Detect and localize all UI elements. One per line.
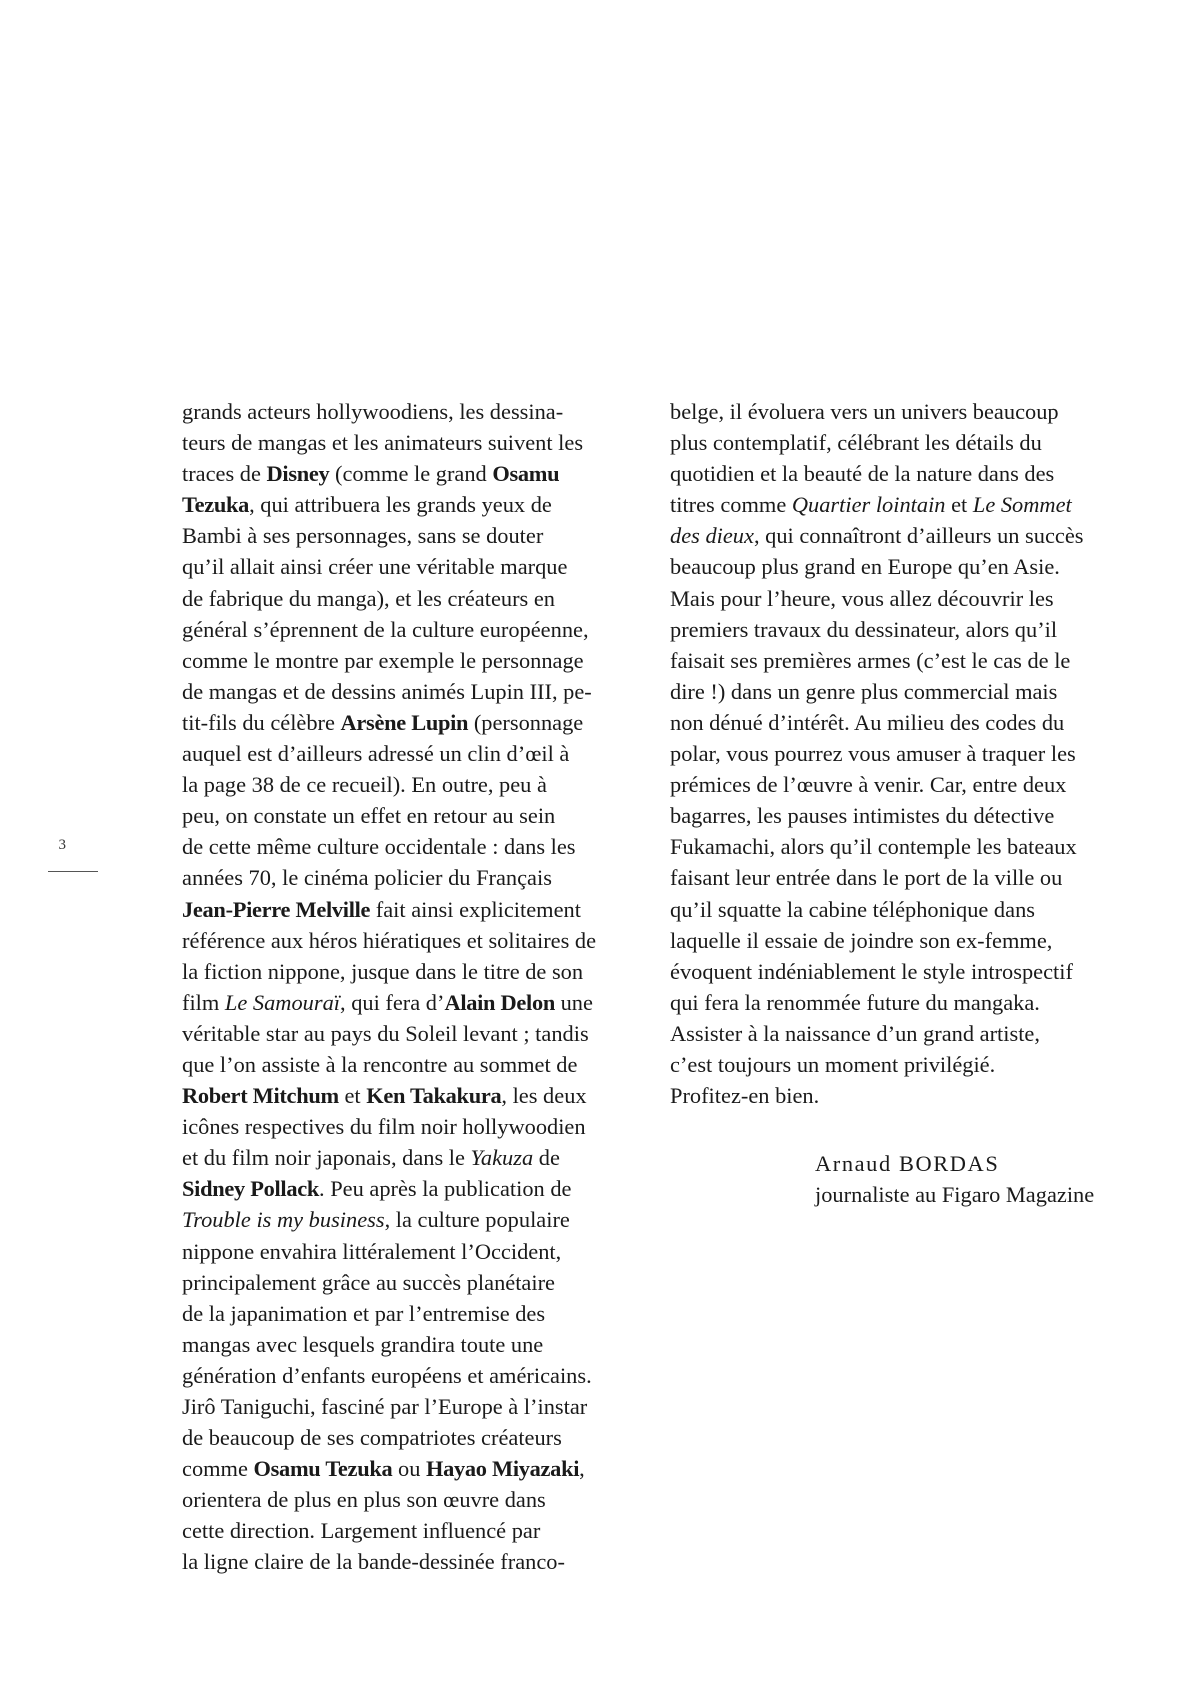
- text-run: génération d’enfants européens et américains.: [182, 1362, 592, 1388]
- text-line: [182, 1049, 652, 1080]
- text-run: ou: [392, 1456, 426, 1482]
- text-run: premiers travaux du dessinateur, alors qu’il: [670, 616, 1058, 642]
- text-line: [182, 1515, 652, 1546]
- text-run: beaucoup plus grand en Europe qu’en Asie.: [670, 554, 1060, 580]
- text-line: [670, 614, 1140, 645]
- text-run: véritable star au pays du Soleil levant ; tandis: [182, 1020, 589, 1046]
- text-run: icônes respectives du film noir hollywoodien: [182, 1114, 586, 1140]
- text-line: [670, 894, 1140, 925]
- text-line: [182, 956, 652, 987]
- text-line: [182, 520, 652, 551]
- text-run: , qui attribuera les grands yeux de: [249, 492, 552, 518]
- text-run: qui fera la renommée future du mangaka.: [670, 989, 1040, 1015]
- text-line: [670, 800, 1140, 831]
- text-run: et: [945, 492, 973, 518]
- italic-title: Trouble is my business: [182, 1207, 385, 1233]
- text-run: de cette même culture occidentale : dans les: [182, 834, 576, 860]
- text-line: [670, 1049, 1140, 1080]
- text-line: [670, 831, 1140, 862]
- text-run: de beaucoup de ses compatriotes créateurs: [182, 1425, 562, 1451]
- text-line: [182, 1484, 652, 1515]
- text-run: de: [533, 1145, 560, 1171]
- text-line: [182, 1422, 652, 1453]
- text-line: [182, 1142, 652, 1173]
- text-line: [670, 1018, 1140, 1049]
- text-run: (comme le grand: [329, 461, 493, 487]
- text-line: [670, 583, 1140, 614]
- text-line: [182, 676, 652, 707]
- bold-name: Ken Takakura: [366, 1083, 502, 1109]
- text-run: fait ainsi explicitement: [370, 896, 581, 922]
- text-line: [182, 427, 652, 458]
- text-run: comme le montre par exemple le personnage: [182, 647, 584, 673]
- text-run: orientera de plus en plus son œuvre dans: [182, 1487, 546, 1513]
- bold-name: Sidney Pollack: [182, 1176, 320, 1202]
- right-text-column: [670, 396, 1140, 1111]
- text-run: comme: [182, 1456, 254, 1482]
- bold-name: Hayao Miyazaki: [426, 1456, 580, 1482]
- bold-name: Osamu Tezuka: [253, 1456, 393, 1482]
- text-line: [670, 489, 1140, 520]
- text-run: grands acteurs hollywoodiens, les dessina-: [182, 399, 564, 424]
- text-line: [182, 862, 652, 893]
- bold-name: Osamu: [492, 461, 560, 487]
- author-name: Arnaud BORDAS: [815, 1151, 1000, 1176]
- text-run: référence aux héros hiératiques et solitaires de: [182, 927, 597, 953]
- text-line: [670, 956, 1140, 987]
- text-run: traces de: [182, 461, 267, 487]
- text-run: Mais pour l’heure, vous allez découvrir les: [670, 585, 1054, 611]
- text-run: et du film noir japonais, dans le: [182, 1145, 471, 1171]
- text-line: [182, 396, 652, 427]
- text-line: [182, 925, 652, 956]
- page-number: 3: [58, 837, 66, 853]
- text-run: , qui fera d’: [340, 989, 445, 1015]
- text-run: teurs de mangas et les animateurs suivent les: [182, 430, 584, 456]
- text-run: quotidien et la beauté de la nature dans des: [670, 461, 1055, 487]
- text-run: Assister à la naissance d’un grand artiste,: [670, 1020, 1040, 1046]
- text-line: [182, 1018, 652, 1049]
- bold-name: Robert Mitchum: [182, 1083, 339, 1109]
- text-run: qu’il allait ainsi créer une véritable marque: [182, 554, 568, 580]
- italic-title: Quartier lointain: [791, 492, 946, 518]
- text-line: [670, 707, 1140, 738]
- text-run: , les deux: [501, 1083, 587, 1109]
- text-run: mangas avec lesquels grandira toute une: [182, 1331, 544, 1357]
- text-run: auquel est d’ailleurs adressé un clin d’œil à: [182, 741, 570, 767]
- page-number-rule: [48, 871, 98, 872]
- text-line: [182, 738, 652, 769]
- text-line: [670, 987, 1140, 1018]
- text-line: [182, 1204, 652, 1235]
- text-run: dire !) dans un genre plus commercial mais: [670, 678, 1058, 704]
- text-run: la ligne claire de la bande-dessinée franco-: [182, 1549, 565, 1575]
- text-line: [182, 1173, 652, 1204]
- text-run: Jirô Taniguchi, fasciné par l’Europe à l’instar: [182, 1394, 588, 1419]
- text-run: . Peu après la publication de: [319, 1176, 572, 1202]
- text-run: Bambi à ses personnages, sans se douter: [182, 523, 544, 549]
- text-line: [182, 583, 652, 614]
- text-run: plus contemplatif, célébrant les détails du: [670, 430, 1042, 456]
- text-run: années 70, le cinéma policier du Français: [182, 865, 552, 891]
- text-line: [182, 645, 652, 676]
- text-line: [182, 1267, 652, 1298]
- text-line: [182, 987, 652, 1018]
- text-run: principalement grâce au succès planétaire: [182, 1269, 555, 1295]
- text-run: que l’on assiste à la rencontre au sommet de: [182, 1051, 578, 1077]
- text-line: [670, 738, 1140, 769]
- author-signature: [815, 1148, 1094, 1210]
- text-line: [670, 769, 1140, 800]
- left-text-column: [182, 396, 652, 1578]
- text-line: [182, 458, 652, 489]
- text-run: bagarres, les pauses intimistes du détective: [670, 803, 1055, 829]
- bold-name: Jean-Pierre Melville: [182, 896, 371, 922]
- bold-name: Arsène Lupin: [340, 709, 469, 735]
- text-run: une: [555, 989, 593, 1015]
- text-line: [670, 925, 1140, 956]
- text-line: [182, 614, 652, 645]
- italic-title: des dieux: [670, 523, 754, 549]
- text-line: [182, 551, 652, 582]
- text-run: polar, vous pourrez vous amuser à traquer les: [670, 741, 1076, 767]
- text-run: de mangas et de dessins animés Lupin III, pe-: [182, 678, 592, 704]
- text-line: [670, 520, 1140, 551]
- text-line: [670, 551, 1140, 582]
- text-line: [182, 707, 652, 738]
- italic-title: Le Samouraï: [224, 989, 340, 1015]
- text-line: [670, 645, 1140, 676]
- text-run: de la japanimation et par l’entremise des: [182, 1300, 546, 1326]
- author-role: journaliste au Figaro Magazine: [815, 1182, 1095, 1207]
- text-line: [182, 769, 652, 800]
- text-line: [182, 1360, 652, 1391]
- text-run: et: [338, 1083, 367, 1109]
- bold-name: Tezuka: [182, 492, 250, 518]
- text-run: peu, on constate un effet en retour au sein: [182, 803, 556, 829]
- text-run: Profitez-en bien.: [670, 1083, 820, 1109]
- text-run: qu’il squatte la cabine téléphonique dans: [670, 896, 1035, 922]
- bold-name: Alain Delon: [444, 989, 555, 1015]
- text-run: la page 38 de ce recueil). En outre, peu à: [182, 772, 547, 798]
- text-run: , la culture populaire: [384, 1207, 570, 1233]
- text-line: [182, 1453, 652, 1484]
- text-run: , qui connaîtront d’ailleurs un succès: [753, 523, 1084, 549]
- text-line: [670, 1080, 1140, 1111]
- text-line: [182, 1298, 652, 1329]
- text-run: faisant leur entrée dans le port de la ville ou: [670, 865, 1063, 891]
- text-line: [670, 458, 1140, 489]
- text-line: [182, 1546, 652, 1577]
- text-run: non dénué d’intérêt. Au milieu des codes du: [670, 709, 1065, 735]
- text-run: (personnage: [468, 709, 584, 735]
- italic-title: Yakuza: [470, 1145, 534, 1171]
- text-run: tit-fils du célèbre: [182, 709, 341, 735]
- bold-name: Disney: [266, 461, 330, 487]
- italic-title: Le Sommet: [972, 492, 1072, 518]
- text-run: titres comme: [670, 492, 792, 518]
- text-run: c’est toujours un moment privilégié.: [670, 1051, 996, 1077]
- text-line: [670, 676, 1140, 707]
- text-run: général s’éprennent de la culture européenne,: [182, 616, 589, 642]
- text-run: de fabrique du manga), et les créateurs en: [182, 585, 555, 611]
- text-line: [670, 427, 1140, 458]
- text-run: la fiction nippone, jusque dans le titre de son: [182, 958, 584, 984]
- text-line: [182, 1236, 652, 1267]
- text-run: cette direction. Largement influencé par: [182, 1518, 541, 1544]
- text-run: nippone envahira littéralement l’Occident,: [182, 1238, 562, 1264]
- text-run: ,: [579, 1456, 585, 1482]
- text-run: film: [182, 989, 225, 1015]
- text-run: laquelle il essaie de joindre son ex-femme,: [670, 927, 1053, 953]
- text-run: prémices de l’œuvre à venir. Car, entre deux: [670, 772, 1067, 798]
- text-line: [182, 1391, 652, 1422]
- text-line: [670, 396, 1140, 427]
- text-line: [182, 1329, 652, 1360]
- text-line: [182, 1080, 652, 1111]
- text-line: [182, 1111, 652, 1142]
- text-line: [182, 800, 652, 831]
- text-run: faisait ses premières armes (c’est le cas de le: [670, 647, 1071, 673]
- text-run: Fukamachi, alors qu’il contemple les bateaux: [670, 834, 1077, 860]
- text-run: évoquent indéniablement le style introspectif: [670, 958, 1073, 984]
- text-line: [182, 894, 652, 925]
- text-line: [670, 862, 1140, 893]
- text-line: [182, 831, 652, 862]
- text-run: belge, il évoluera vers un univers beaucoup: [670, 399, 1059, 424]
- text-line: [182, 489, 652, 520]
